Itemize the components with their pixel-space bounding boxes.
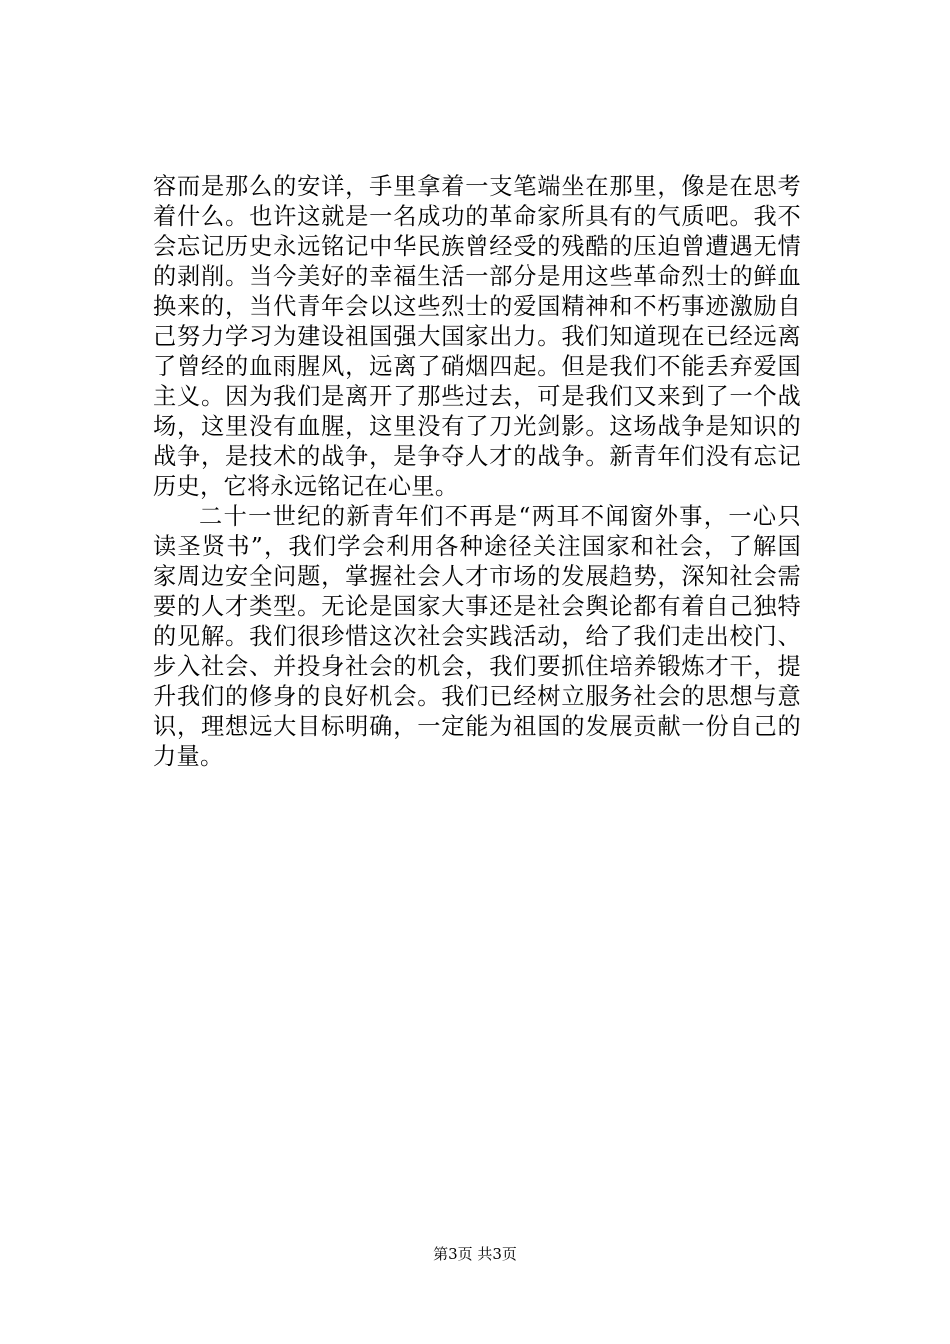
text-line: 的见解。我们很珍惜这次社会实践活动，给了我们走出校门、 xyxy=(153,623,801,650)
page-number-label: 第3页 共3页 xyxy=(433,1245,517,1263)
text-line: 了曾经的血雨腥风，远离了硝烟四起。但是我们不能丢弃爱国 xyxy=(153,353,801,380)
text-line: 换来的，当代青年会以这些烈士的爱国精神和不朽事迹激励自 xyxy=(153,293,801,320)
text-line: 识，理想远大目标明确，一定能为祖国的发展贡献一份自己的 xyxy=(153,713,801,740)
paragraph-2 xyxy=(153,502,801,772)
text-line: 会忘记历史永远铭记中华民族曾经受的残酷的压迫曾遭遇无情 xyxy=(153,233,801,260)
text-line: 着什么。也许这就是一名成功的革命家所具有的气质吧。我不 xyxy=(153,203,801,230)
text-line-indented: 二十一世纪的新青年们不再是“两耳不闻窗外事，一心只 xyxy=(199,503,801,530)
text-line: 容而是那么的安详，手里拿着一支笔端坐在那里，像是在思考 xyxy=(153,173,801,200)
page-footer xyxy=(0,1244,950,1264)
text-line-last: 历史，它将永远铭记在心里。 xyxy=(153,473,459,500)
text-line-last: 力量。 xyxy=(153,743,224,770)
paragraph-1 xyxy=(153,172,801,502)
text-line: 家周边安全问题，掌握社会人才市场的发展趋势，深知社会需 xyxy=(153,563,801,590)
text-line: 场，这里没有血腥，这里没有了刀光剑影。这场战争是知识的 xyxy=(153,413,801,440)
text-line: 升我们的修身的良好机会。我们已经树立服务社会的思想与意 xyxy=(153,683,801,710)
text-line: 的剥削。当今美好的幸福生活一部分是用这些革命烈士的鲜血 xyxy=(153,263,801,290)
text-line: 要的人才类型。无论是国家大事还是社会舆论都有着自己独特 xyxy=(153,593,801,620)
text-line: 己努力学习为建设祖国强大国家出力。我们知道现在已经远离 xyxy=(153,323,801,350)
text-line: 战争，是技术的战争，是争夺人才的战争。新青年们没有忘记 xyxy=(153,443,801,470)
text-line: 主义。因为我们是离开了那些过去，可是我们又来到了一个战 xyxy=(153,383,801,410)
document-body xyxy=(153,172,801,772)
text-line: 步入社会、并投身社会的机会，我们要抓住培养锻炼才干，提 xyxy=(153,653,801,680)
text-line: 读圣贤书”，我们学会利用各种途径关注国家和社会，了解国 xyxy=(153,533,801,560)
